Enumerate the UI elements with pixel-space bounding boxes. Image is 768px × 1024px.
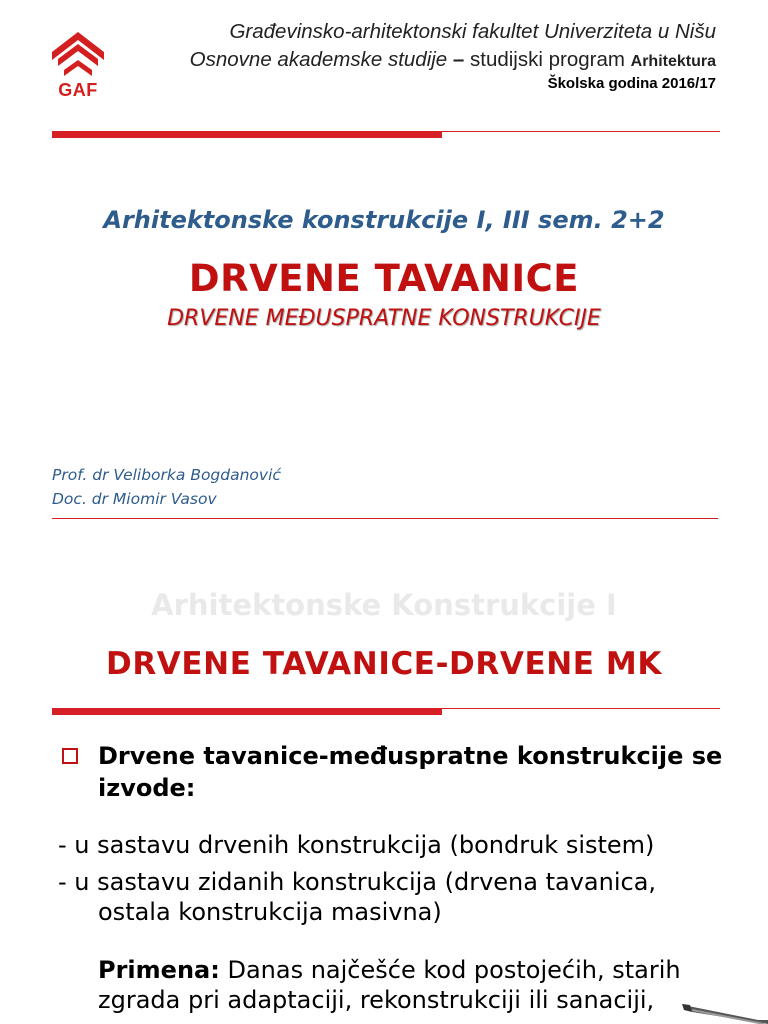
study-level: Osnovne akademske studije: [189, 48, 448, 71]
author-rule: [52, 518, 718, 519]
house-roof-icon: [50, 30, 106, 80]
primena-paragraph: [98, 955, 738, 1015]
gaf-logo: [50, 30, 106, 102]
logo-text: GAF: [58, 80, 98, 100]
slide-subtitle: DRVENE MEĐUSPRATNE KONSTRUKCIJE: [167, 306, 601, 331]
bullet-point: Drvene tavanice-međuspratne konstrukcije se izvode:: [98, 742, 723, 802]
watermark-course: Arhitektonske Konstrukcije I: [151, 588, 617, 622]
list-item-timber: - u sastavu drvenih konstrukcija (bondruk sistem): [58, 831, 655, 859]
study-program: [190, 48, 716, 72]
list-item-masonry: - u sastavu zidanih konstrukcija (drvena tavanica,: [58, 868, 657, 896]
faculty-name: Građevinsko-arhitektonski fakultet Univerziteta u Nišu: [229, 20, 716, 43]
list-item-masonry-cont: ostala konstrukcija masivna): [98, 898, 442, 926]
header-rule-thin: [442, 131, 720, 132]
primena-text: Danas najčešće kod postojećih, starih zgrada pri adaptaciji, rekonstrukciji ili sanaciji,: [98, 956, 681, 1014]
primena-label: Primena:: [98, 956, 220, 984]
program-name: Arhitektura: [630, 53, 716, 70]
slide2-rule-thick: [52, 708, 442, 715]
slide2-title: DRVENE TAVANICE-DRVENE MK: [105, 646, 663, 682]
author-docent: Doc. dr Miomir Vasov: [52, 490, 217, 508]
dash: –: [447, 48, 470, 71]
slide2-rule-thin: [442, 708, 720, 709]
slide-title: DRVENE TAVANICE: [188, 257, 580, 300]
author-professor: Prof. dr Veliborka Bogdanović: [52, 466, 281, 484]
square-bullet-icon: [62, 748, 78, 764]
course-title: Arhitektonske konstrukcije I, III sem. 2+2: [103, 206, 665, 234]
header-rule-thick: [52, 131, 442, 138]
school-year: Školska godina 2016/17: [547, 75, 716, 92]
program-label: studijski program: [470, 48, 631, 71]
pen-icon: [678, 984, 768, 1024]
